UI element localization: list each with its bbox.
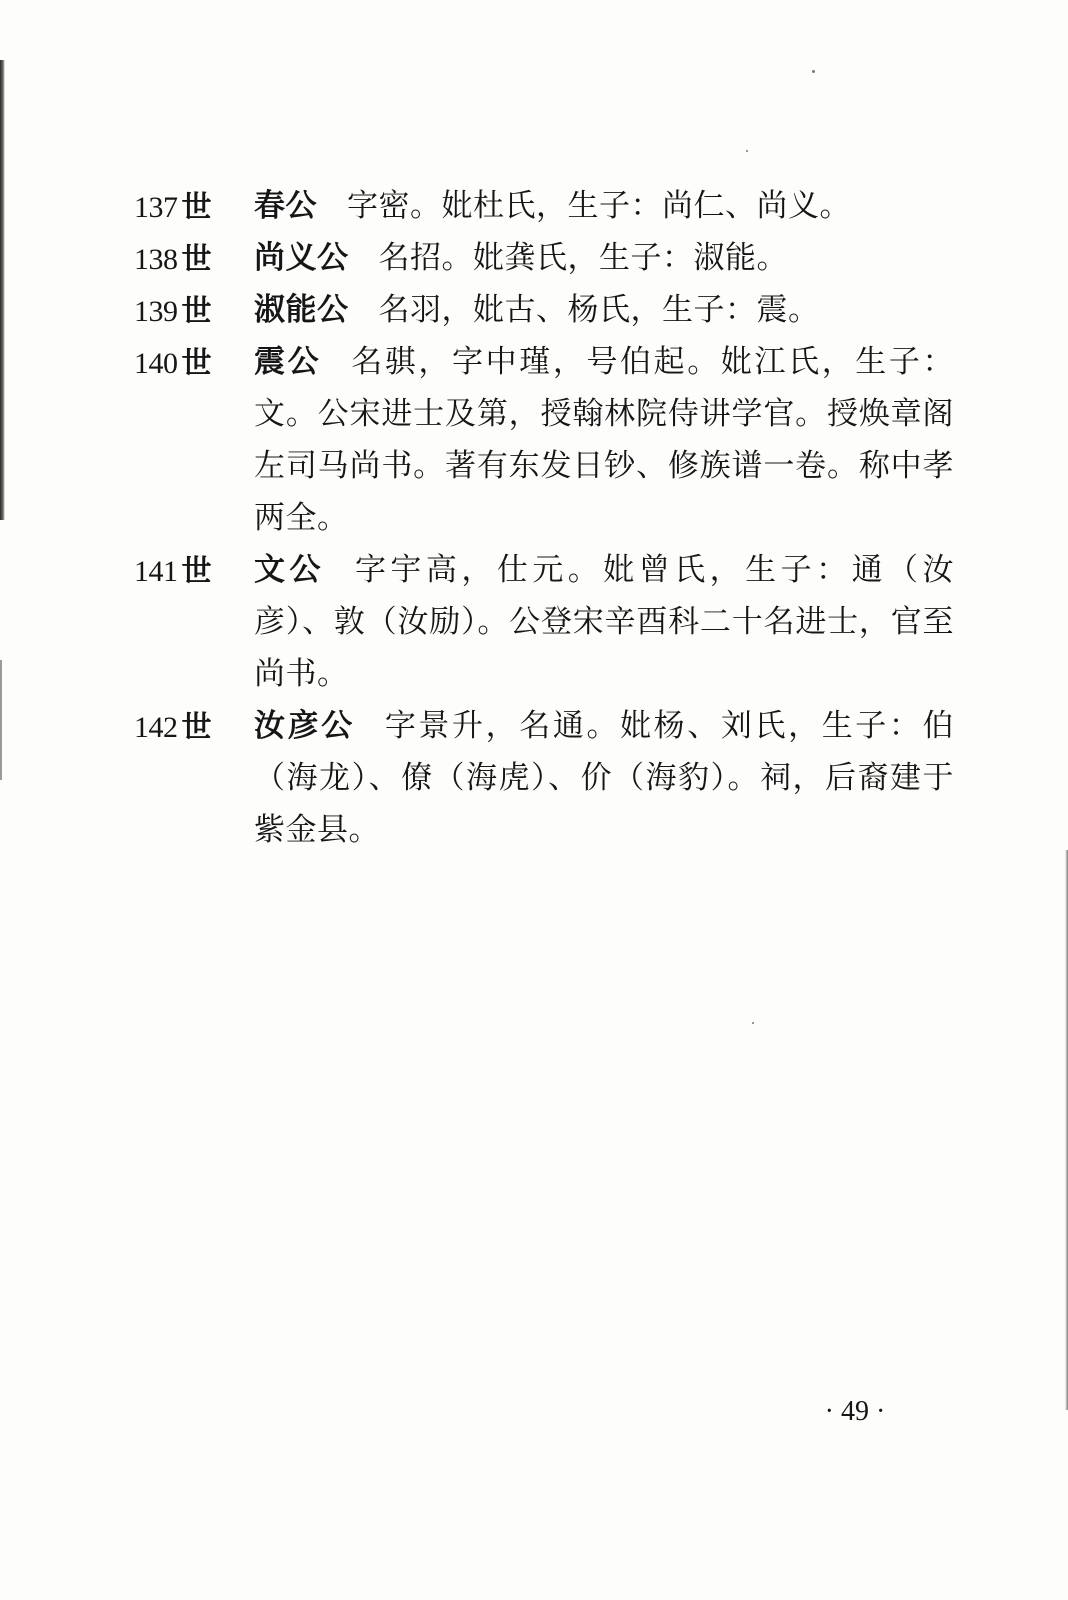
ancestor-name: 汝彦公 <box>254 708 355 744</box>
scan-speck <box>746 150 748 152</box>
generation-label <box>134 336 254 392</box>
entry-body <box>254 284 954 336</box>
generation-suffix: 世 <box>181 346 212 381</box>
scan-speck <box>812 70 815 73</box>
generation-number: 141 <box>134 555 178 588</box>
entry-description: 名招。妣龚氏，生子：淑能。 <box>378 240 788 276</box>
ancestor-name: 文公 <box>254 552 325 588</box>
binding-edge-mark <box>0 660 2 780</box>
generation-label <box>134 284 254 340</box>
scan-speck <box>752 1022 754 1024</box>
entry-body <box>254 336 954 544</box>
page-number: · 49 · <box>824 1396 886 1427</box>
entry-body <box>254 180 954 232</box>
entry-description: 名骐，字中瑾，号伯起。妣江氏，生子：文。公宋进士及第，授翰林院侍讲学官。授焕章阁左司马尚书。著有东发日钞、修族谱一卷。称中孝两全。 <box>254 344 955 536</box>
generation-label <box>134 232 254 288</box>
generation-label <box>134 180 254 236</box>
entry-body <box>254 700 954 856</box>
generation-number: 138 <box>134 243 178 276</box>
entry-description: 名羽，妣古、杨氏，生子：震。 <box>378 292 820 328</box>
entry-body <box>254 232 954 284</box>
binding-edge-shadow <box>0 60 5 520</box>
ancestor-name: 淑能公 <box>254 292 349 328</box>
generation-number: 142 <box>134 711 178 744</box>
generation-suffix: 世 <box>181 294 212 329</box>
generation-suffix: 世 <box>181 242 212 277</box>
entry-body <box>254 544 954 700</box>
generation-label <box>134 544 254 600</box>
generation-suffix: 世 <box>181 190 212 225</box>
generation-label <box>134 700 254 756</box>
generation-number: 140 <box>134 347 178 380</box>
entry-description: 字宇高，仕元。妣曾氏，生子：通（汝彦）、敦（汝励）。公登宋辛酉科二十名进士，官至尚书。 <box>254 552 955 692</box>
ancestor-name: 春公 <box>254 188 317 224</box>
generation-number: 139 <box>134 295 178 328</box>
generation-suffix: 世 <box>181 710 212 745</box>
ancestor-name: 震公 <box>254 344 322 380</box>
ancestor-name: 尚义公 <box>254 240 349 276</box>
generation-number: 137 <box>134 191 178 224</box>
entry-description: 字密。妣杜氏，生子：尚仁、尚义。 <box>347 188 851 224</box>
generation-suffix: 世 <box>181 554 212 589</box>
entry-description: 字景升，名通。妣杨、刘氏，生子：伯（海龙）、僚（海虎）、价（海豹）。祠，后裔建于紫金县。 <box>254 708 955 848</box>
